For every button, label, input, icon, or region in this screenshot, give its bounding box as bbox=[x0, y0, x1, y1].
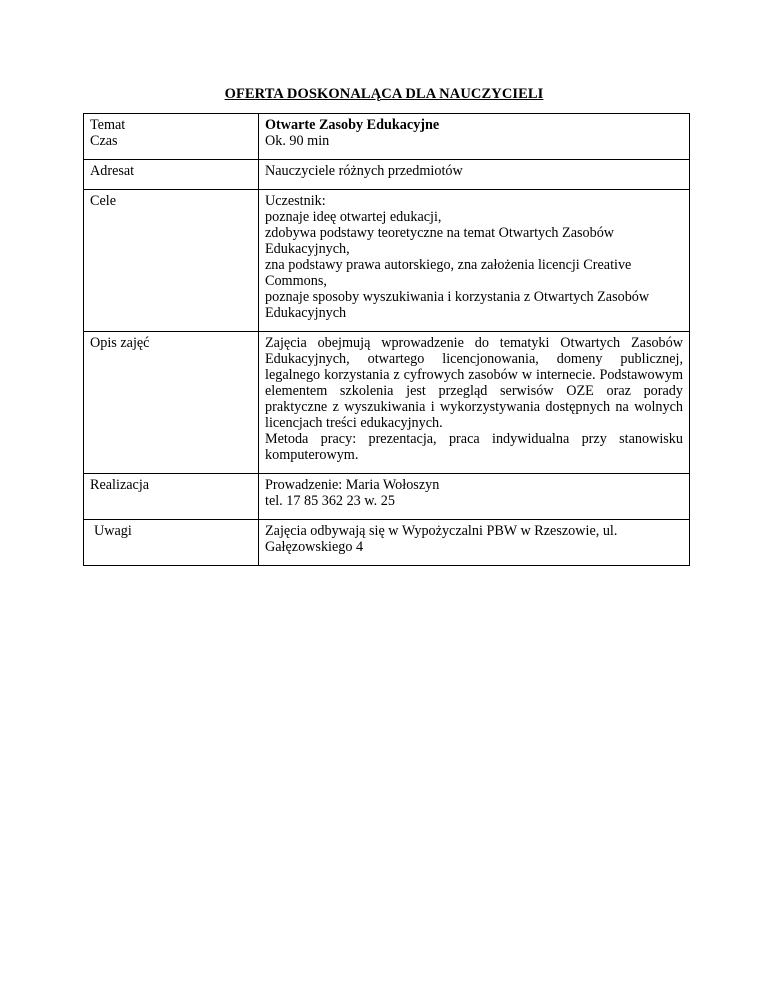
table-row-adresat bbox=[84, 160, 690, 190]
value-temat: Otwarte Zasoby Edukacyjne bbox=[265, 117, 440, 133]
label-opis: Opis zajęć bbox=[84, 332, 259, 474]
cele-line-5: poznaje sposoby wyszukiwania i korzystania z Otwartych Zasobów Edukacyjnych bbox=[265, 289, 650, 321]
label-uwagi: Uwagi bbox=[94, 523, 132, 539]
value-uwagi: Zajęcia odbywają się w Wypożyczalni PBW w Rzeszowie, ul. Gałęzowskiego 4 bbox=[259, 520, 690, 566]
value-cell-temat bbox=[259, 114, 690, 160]
table-row-opis bbox=[84, 332, 690, 474]
realizacja-prowadzenie: Prowadzenie: Maria Wołoszyn bbox=[265, 477, 440, 493]
cele-line-2: poznaje ideę otwartej edukacji, bbox=[265, 209, 442, 225]
opis-paragraph-2: Metoda pracy: prezentacja, praca indywidualna przy stanowisku komputerowym. bbox=[265, 431, 683, 463]
value-czas: Ok. 90 min bbox=[265, 133, 330, 149]
value-cell-cele bbox=[259, 190, 690, 332]
label-temat: Temat bbox=[90, 117, 126, 133]
table-row-uwagi bbox=[84, 520, 690, 566]
label-czas: Czas bbox=[90, 133, 118, 149]
label-adresat: Adresat bbox=[84, 160, 259, 190]
page-title: OFERTA DOSKONALĄCA DLA NAUCZYCIELI bbox=[224, 86, 544, 102]
value-adresat: Nauczyciele różnych przedmiotów bbox=[259, 160, 690, 190]
table-row-temat bbox=[84, 114, 690, 160]
cele-line-3: zdobywa podstawy teoretyczne na temat Otwartych Zasobów Edukacyjnych, bbox=[265, 225, 615, 257]
value-cell-realizacja bbox=[259, 474, 690, 520]
label-cele: Cele bbox=[84, 190, 259, 332]
opis-paragraph-1: Zajęcia obejmują wprowadzenie do tematyki Otwartych Zasobów Edukacyjnych, otwartego licencjonowania, domeny publicznej, legalnego korzystania z cyfrowych zasobów w internecie. Podstawowym elementem szkolenia jest przegląd serwisów OZE oraz porady praktyczne z wyszukiwania i wykorzystywania dostępnych na wolnych licencjach treści edukacyjnych. bbox=[265, 335, 683, 431]
table-row-realizacja bbox=[84, 474, 690, 520]
table-row-cele bbox=[84, 190, 690, 332]
label-realizacja: Realizacja bbox=[84, 474, 259, 520]
realizacja-telefon: tel. 17 85 362 23 w. 25 bbox=[265, 493, 395, 509]
label-cell-uwagi bbox=[84, 520, 259, 566]
value-cell-opis bbox=[259, 332, 690, 474]
cele-line-1: Uczestnik: bbox=[265, 193, 326, 209]
cele-line-4: zna podstawy prawa autorskiego, zna założenia licencji Creative Commons, bbox=[265, 257, 632, 289]
label-cell-temat bbox=[84, 114, 259, 160]
offer-table bbox=[83, 113, 690, 566]
